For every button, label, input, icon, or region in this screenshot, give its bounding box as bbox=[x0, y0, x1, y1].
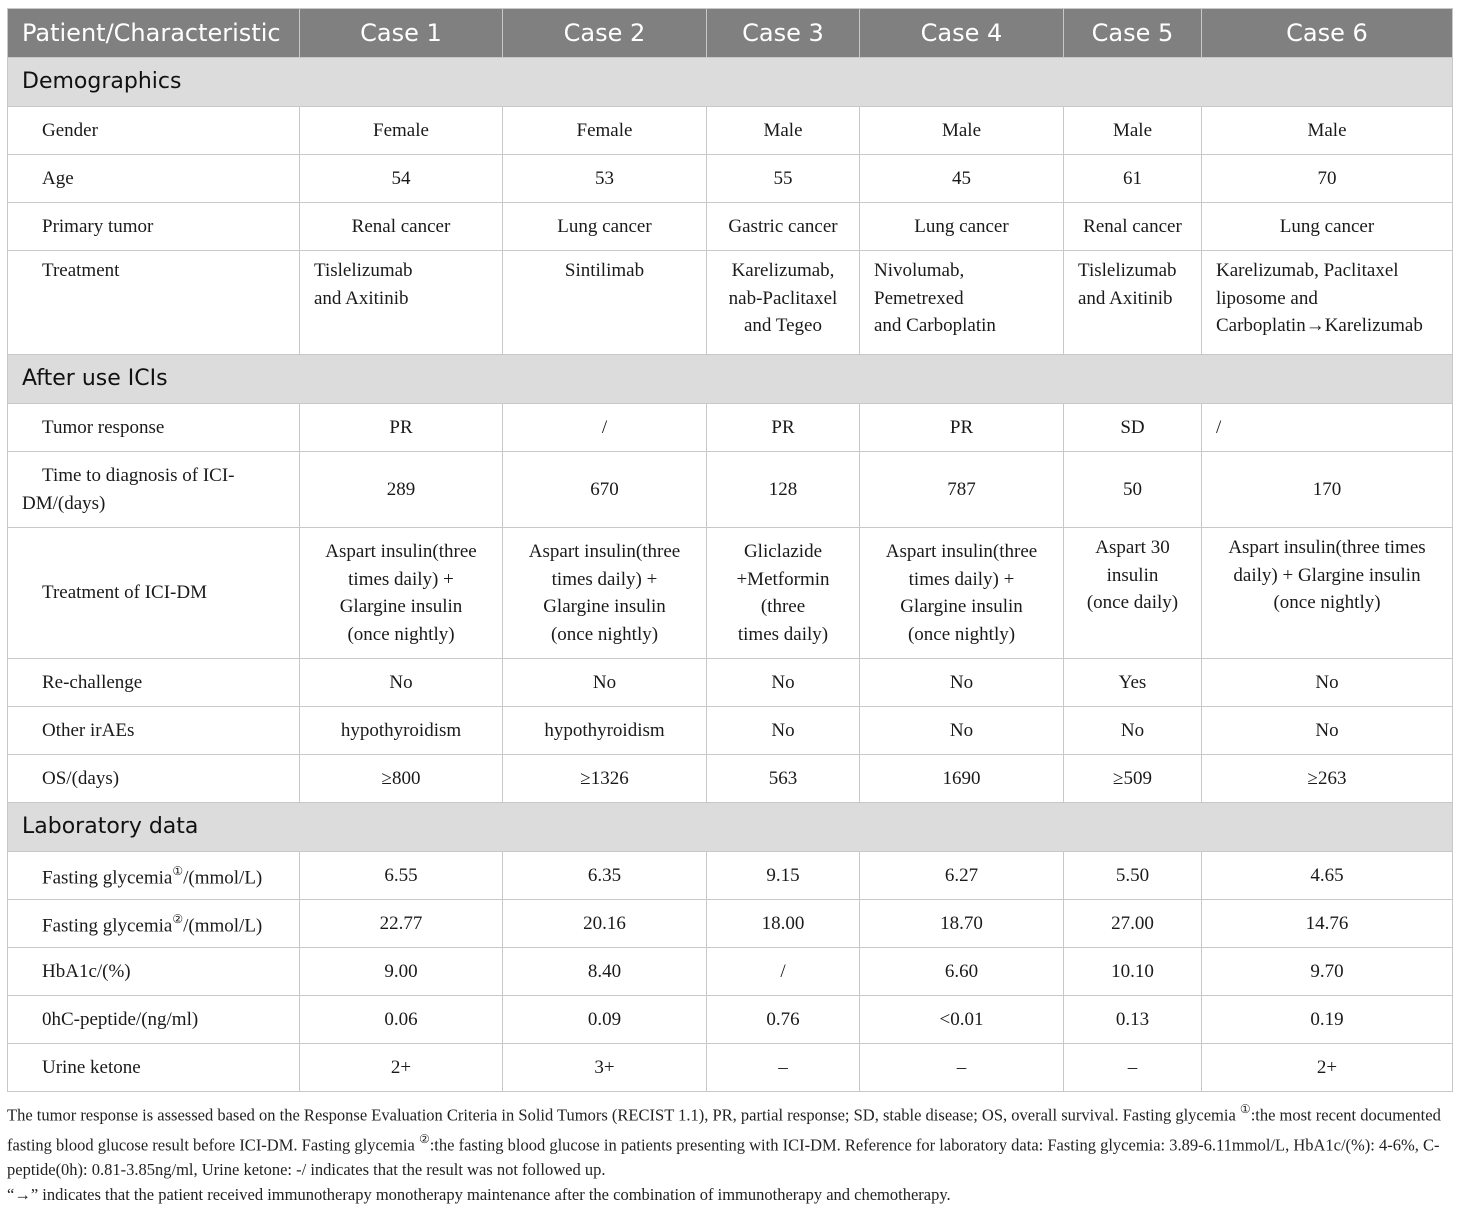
cell-line: Glargine insulin bbox=[900, 596, 1023, 617]
cell-line: and Axitinib bbox=[314, 287, 409, 309]
cell: 289 bbox=[300, 452, 503, 528]
cell-line: and Axitinib bbox=[1078, 287, 1173, 309]
cell: No bbox=[860, 659, 1064, 707]
cell: 5.50 bbox=[1064, 852, 1202, 900]
cell: PR bbox=[707, 404, 860, 452]
cell: 22.77 bbox=[300, 900, 503, 948]
cell: 55 bbox=[707, 155, 860, 203]
cell: / bbox=[503, 404, 707, 452]
row-label-line: DM/(days) bbox=[22, 492, 106, 514]
footnote-paragraph-1 bbox=[7, 1098, 1452, 1182]
row-label: Gender bbox=[8, 107, 300, 155]
cell: 8.40 bbox=[503, 948, 707, 996]
table-container bbox=[7, 8, 1452, 1207]
cell: Lung cancer bbox=[1202, 203, 1453, 251]
cell: 0.19 bbox=[1202, 996, 1453, 1044]
cell: Lung cancer bbox=[503, 203, 707, 251]
row-other-iraes bbox=[8, 707, 1453, 755]
cell: 9.70 bbox=[1202, 948, 1453, 996]
row-label: OS/(days) bbox=[8, 755, 300, 803]
cell: 3+ bbox=[503, 1044, 707, 1092]
cell bbox=[860, 528, 1064, 659]
cell: 0.09 bbox=[503, 996, 707, 1044]
cell: PR bbox=[300, 404, 503, 452]
cell-line: (once nightly) bbox=[550, 623, 659, 645]
cell: ≥509 bbox=[1064, 755, 1202, 803]
cell: Male bbox=[1202, 107, 1453, 155]
cell: 10.10 bbox=[1064, 948, 1202, 996]
row-label: 0hC-peptide/(ng/ml) bbox=[8, 996, 300, 1044]
section-row-demographics bbox=[8, 58, 1453, 107]
label-unit: /(mmol/L) bbox=[183, 867, 263, 889]
header-case-3: Case 3 bbox=[707, 9, 860, 58]
cell-line: Pemetrexed bbox=[874, 287, 964, 309]
cell bbox=[707, 251, 860, 355]
cell-line: Aspart insulin(three bbox=[885, 541, 1038, 562]
cell: No bbox=[1064, 707, 1202, 755]
circled-two-mark: ② bbox=[172, 912, 184, 927]
cell: 170 bbox=[1202, 452, 1453, 528]
footnote-text: The tumor response is assessed based on the Response Evaluation Criteria in Solid Tumors (RECIST 1.1), PR, partial response; SD, stable disease; OS, overall survival. Fasting glycemia bbox=[7, 1105, 1240, 1125]
cell: No bbox=[860, 707, 1064, 755]
row-label bbox=[8, 852, 300, 900]
cell: 1690 bbox=[860, 755, 1064, 803]
cell bbox=[1202, 528, 1453, 659]
cell: 61 bbox=[1064, 155, 1202, 203]
cell: – bbox=[860, 1044, 1064, 1092]
circled-two-mark: ② bbox=[418, 1131, 430, 1146]
cell: Yes bbox=[1064, 659, 1202, 707]
cell-line: Aspart insulin(three bbox=[325, 541, 477, 562]
cell: No bbox=[707, 707, 860, 755]
row-hba1c bbox=[8, 948, 1453, 996]
cell-line: daily) + Glargine insulin bbox=[1233, 564, 1421, 586]
cell: 18.70 bbox=[860, 900, 1064, 948]
row-label: Tumor response bbox=[8, 404, 300, 452]
row-label: Treatment of ICI-DM bbox=[8, 528, 300, 659]
row-fasting-glycemia-1 bbox=[8, 852, 1453, 900]
cell: 0.06 bbox=[300, 996, 503, 1044]
section-row-after-ici bbox=[8, 355, 1453, 404]
header-case-5: Case 5 bbox=[1064, 9, 1202, 58]
cell: 0.13 bbox=[1064, 996, 1202, 1044]
header-case-2: Case 2 bbox=[503, 9, 707, 58]
row-age bbox=[8, 155, 1453, 203]
row-primary-tumor bbox=[8, 203, 1453, 251]
cell-line: Karelizumab, Paclitaxel bbox=[1216, 260, 1399, 281]
cell: ≥263 bbox=[1202, 755, 1453, 803]
section-row-lab bbox=[8, 803, 1453, 852]
cell-line: Glargine insulin bbox=[339, 596, 463, 617]
cell: 6.27 bbox=[860, 852, 1064, 900]
label-text: Fasting glycemia bbox=[42, 915, 173, 937]
row-urine-ketone bbox=[8, 1044, 1453, 1092]
cell bbox=[1064, 251, 1202, 355]
cell-line: Gliclazide bbox=[743, 541, 823, 562]
cell: No bbox=[300, 659, 503, 707]
cell-line: Nivolumab, bbox=[874, 260, 965, 281]
cell-line: insulin bbox=[1106, 564, 1159, 586]
cell-line: (three bbox=[760, 596, 806, 617]
cell-line: liposome and bbox=[1216, 287, 1318, 309]
cell-line: times daily) bbox=[737, 623, 829, 645]
section-title-lab: Laboratory data bbox=[8, 803, 1453, 852]
cell: Male bbox=[860, 107, 1064, 155]
table-footnote bbox=[7, 1098, 1452, 1207]
row-label-line: Time to diagnosis of ICI- bbox=[42, 465, 235, 486]
row-label: Age bbox=[8, 155, 300, 203]
cell bbox=[1202, 251, 1453, 355]
cell: Renal cancer bbox=[300, 203, 503, 251]
cell: 50 bbox=[1064, 452, 1202, 528]
row-label: Primary tumor bbox=[8, 203, 300, 251]
cell: 4.65 bbox=[1202, 852, 1453, 900]
circled-one-mark: ① bbox=[1239, 1102, 1251, 1116]
cell-line: (once nightly) bbox=[1273, 592, 1381, 613]
cell: No bbox=[707, 659, 860, 707]
row-label: Treatment bbox=[8, 251, 300, 355]
cell-line: and Carboplatin bbox=[874, 315, 996, 336]
cell-line: Aspart insulin(three times bbox=[1228, 537, 1426, 558]
cell bbox=[1064, 528, 1202, 659]
cell-line: nab-Paclitaxel bbox=[728, 287, 838, 309]
cell: Female bbox=[300, 107, 503, 155]
row-label: Other irAEs bbox=[8, 707, 300, 755]
cell-line: Tislelizumab bbox=[1078, 260, 1177, 281]
cell: <0.01 bbox=[860, 996, 1064, 1044]
cell-line: Sintilimab bbox=[564, 260, 645, 281]
cell bbox=[860, 251, 1064, 355]
row-treatment-icidm bbox=[8, 528, 1453, 659]
cell: 670 bbox=[503, 452, 707, 528]
cell-line: Carboplatin→Karelizumab bbox=[1216, 315, 1423, 336]
cell-line: Aspart insulin(three bbox=[528, 541, 681, 562]
cell: Gastric cancer bbox=[707, 203, 860, 251]
cell-line: and Tegeo bbox=[744, 315, 822, 336]
footnote-text: :the fasting blood glucose in patients presenting with ICI-DM. Reference for laboratory data: Fasting glycemia: 3.89-6.11mmol/L, HbA1c/(%): 4-6%, C-peptide(0h): 0.81-3.85ng/ml, Urine ketone: -/ indicates that the result was not followed up. bbox=[7, 1135, 1440, 1179]
cell: Lung cancer bbox=[860, 203, 1064, 251]
cell: 6.55 bbox=[300, 852, 503, 900]
cell: No bbox=[503, 659, 707, 707]
cell: 70 bbox=[1202, 155, 1453, 203]
cell: Renal cancer bbox=[1064, 203, 1202, 251]
section-title-after-ici: After use ICIs bbox=[8, 355, 1453, 404]
row-treatment bbox=[8, 251, 1453, 355]
row-rechallenge bbox=[8, 659, 1453, 707]
cell-line: times daily) + bbox=[348, 568, 454, 590]
header-case-4: Case 4 bbox=[860, 9, 1064, 58]
cell: 27.00 bbox=[1064, 900, 1202, 948]
cell: 6.35 bbox=[503, 852, 707, 900]
cell: 20.16 bbox=[503, 900, 707, 948]
cell: No bbox=[1202, 707, 1453, 755]
cell: 9.00 bbox=[300, 948, 503, 996]
cell: 53 bbox=[503, 155, 707, 203]
cell-line: (once nightly) bbox=[347, 623, 455, 645]
cell-line: (once nightly) bbox=[907, 623, 1016, 645]
cell-line: Karelizumab, bbox=[731, 260, 835, 281]
header-case-1: Case 1 bbox=[300, 9, 503, 58]
cell-line: (once daily) bbox=[1086, 592, 1179, 613]
cell: 54 bbox=[300, 155, 503, 203]
cell: 563 bbox=[707, 755, 860, 803]
header-row bbox=[8, 9, 1453, 58]
cell: 2+ bbox=[1202, 1044, 1453, 1092]
cell: 2+ bbox=[300, 1044, 503, 1092]
row-label: Re-challenge bbox=[8, 659, 300, 707]
row-label: HbA1c/(%) bbox=[8, 948, 300, 996]
circled-one-mark: ① bbox=[172, 864, 184, 879]
label-unit: /(mmol/L) bbox=[183, 915, 263, 937]
cell-line: times daily) + bbox=[908, 568, 1015, 590]
header-characteristic: Patient/Characteristic bbox=[8, 9, 300, 58]
cell: Male bbox=[1064, 107, 1202, 155]
cell: 0.76 bbox=[707, 996, 860, 1044]
row-os bbox=[8, 755, 1453, 803]
row-label bbox=[8, 900, 300, 948]
cell: Female bbox=[503, 107, 707, 155]
cell: ≥1326 bbox=[503, 755, 707, 803]
cell: PR bbox=[860, 404, 1064, 452]
row-tumor-response bbox=[8, 404, 1453, 452]
cell: – bbox=[707, 1044, 860, 1092]
cell-line: Glargine insulin bbox=[543, 596, 666, 617]
cell: 128 bbox=[707, 452, 860, 528]
cell: SD bbox=[1064, 404, 1202, 452]
cell: ≥800 bbox=[300, 755, 503, 803]
footnote-text: :the most recent documented fasting blood glucose result before ICI-DM. Fasting glycemia bbox=[7, 1105, 1441, 1154]
row-gender bbox=[8, 107, 1453, 155]
cell: – bbox=[1064, 1044, 1202, 1092]
row-c-peptide bbox=[8, 996, 1453, 1044]
cell bbox=[300, 251, 503, 355]
cell-line: +Metformin bbox=[736, 568, 830, 590]
cell: Male bbox=[707, 107, 860, 155]
cell-line: Tislelizumab bbox=[314, 260, 413, 281]
footnote-paragraph-2: “→” indicates that the patient received immunotherapy monotherapy maintenance after the combination of immunotherapy and chemotherapy. bbox=[7, 1185, 951, 1204]
cell-line: Aspart 30 bbox=[1095, 537, 1170, 558]
cell: 787 bbox=[860, 452, 1064, 528]
row-label bbox=[8, 452, 300, 528]
cell: hypothyroidism bbox=[503, 707, 707, 755]
patient-characteristics-table bbox=[7, 8, 1453, 1092]
cell: 9.15 bbox=[707, 852, 860, 900]
cell bbox=[503, 251, 707, 355]
cell: / bbox=[1202, 404, 1453, 452]
row-fasting-glycemia-2 bbox=[8, 900, 1453, 948]
cell bbox=[300, 528, 503, 659]
row-label: Urine ketone bbox=[8, 1044, 300, 1092]
header-case-6: Case 6 bbox=[1202, 9, 1453, 58]
cell: No bbox=[1202, 659, 1453, 707]
cell: / bbox=[707, 948, 860, 996]
cell: 18.00 bbox=[707, 900, 860, 948]
cell bbox=[503, 528, 707, 659]
cell: hypothyroidism bbox=[300, 707, 503, 755]
cell: 14.76 bbox=[1202, 900, 1453, 948]
cell: 6.60 bbox=[860, 948, 1064, 996]
cell-line: times daily) + bbox=[551, 568, 658, 590]
section-title-demographics: Demographics bbox=[8, 58, 1453, 107]
cell: 45 bbox=[860, 155, 1064, 203]
row-time-to-diagnosis bbox=[8, 452, 1453, 528]
label-text: Fasting glycemia bbox=[42, 867, 173, 889]
cell bbox=[707, 528, 860, 659]
